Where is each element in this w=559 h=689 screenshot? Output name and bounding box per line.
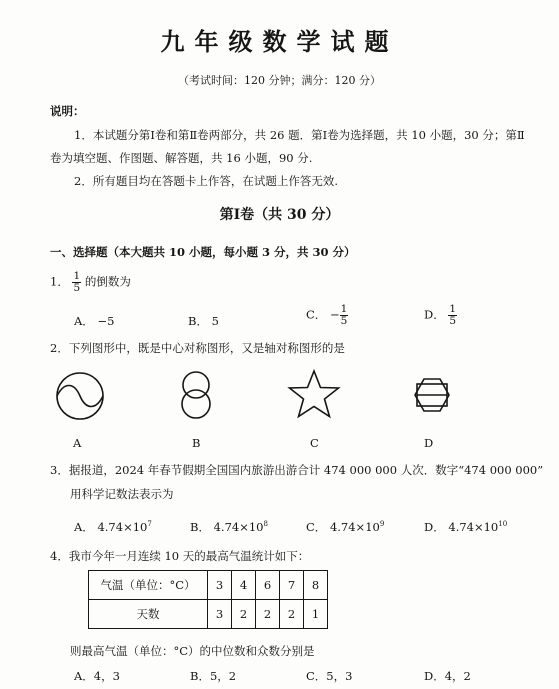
question-2-text: 2．下列图形中，既是中心对称图形，又是轴对称图形的是 (50, 341, 345, 355)
table-cell: 2 (256, 600, 280, 629)
fraction-denominator: 5 (449, 315, 457, 327)
question-1-text: 的倒数为 (84, 274, 131, 289)
figure-c-star (290, 371, 339, 417)
table-cell: 6 (256, 571, 280, 600)
q3-option-a-label: A． 4.74×10 (74, 520, 148, 534)
table-cell: 2 (280, 600, 304, 629)
question-2-figures (48, 368, 518, 428)
figure-d-overlapping-shapes (415, 379, 449, 411)
question-1-number: 1． (50, 274, 69, 289)
q3-option-c-label: C． 4.74×10 (306, 520, 380, 534)
question-3-line-1: 3．据报道，2024 年春节假期全国国内旅游出游合计 474 000 000 人次．数字“474 000 000” (50, 463, 544, 477)
q1-option-c-fraction (340, 304, 349, 327)
figure-a-circle-s-curve (57, 373, 103, 419)
fraction-denominator: 5 (340, 315, 348, 327)
q4-option-a: A．4，3 (74, 669, 120, 683)
notes-line-1a: 1．本试题分第Ⅰ卷和第Ⅱ卷两部分，共 26 题．第Ⅰ卷为选择题，共 10 小题，30 分；第Ⅱ (74, 128, 525, 142)
page-title: 九年级数学试题 (160, 27, 399, 56)
q1-option-c-label: C． (306, 307, 327, 322)
table-header-temperature: 气温（单位：°C） (89, 571, 208, 600)
q1-option-a: A． −5 (74, 314, 115, 328)
section-title: 第Ⅰ卷（共 30 分） (219, 207, 340, 223)
q1-option-b: B． 5 (188, 314, 219, 328)
q4-option-c: C．5，3 (306, 669, 353, 683)
table-header-days: 天数 (89, 600, 208, 629)
q3-option-d-label: D． 4.74×10 (424, 520, 499, 534)
table-cell: 3 (208, 571, 232, 600)
notes-heading: 说明： (50, 104, 85, 118)
q1-option-d-label: D． (424, 307, 445, 322)
table-cell: 2 (232, 600, 256, 629)
question-4-text: 4．我市今年一月连续 10 天的最高气温统计如下： (50, 549, 310, 563)
table-cell: 4 (232, 571, 256, 600)
figure-label-a: A (73, 436, 82, 450)
question-3-line-2: 用科学记数法表示为 (70, 487, 174, 501)
q1-option-c-sign: − (329, 307, 340, 322)
fraction-denominator: 5 (73, 282, 81, 294)
q3-option-c (306, 519, 384, 535)
q4-option-b: B．5，2 (190, 669, 237, 683)
fraction-numerator: 1 (73, 270, 81, 282)
q3-option-a-exponent: 7 (147, 520, 152, 529)
table-row (89, 600, 328, 629)
q3-option-b (190, 519, 268, 535)
question-1 (50, 271, 131, 294)
figure-label-d: D (424, 436, 434, 450)
notes-line-1b: 卷为填空题、作图题、解答题，共 16 小题，90 分. (50, 151, 313, 165)
figure-label-b: B (192, 436, 201, 450)
fraction-numerator: 1 (449, 303, 457, 315)
fraction-numerator: 1 (340, 303, 348, 315)
figure-label-c: C (310, 436, 319, 450)
q3-option-a (74, 519, 152, 535)
table-cell: 7 (280, 571, 304, 600)
question-4-prompt: 则最高气温（单位：°C）的中位数和众数分别是 (70, 644, 315, 658)
q3-option-b-exponent: 8 (263, 520, 268, 529)
q1-option-c (306, 304, 348, 327)
table-cell: 8 (304, 571, 328, 600)
q4-option-d: D．4，2 (424, 669, 471, 683)
question-1-fraction (72, 271, 81, 294)
temperature-table (88, 570, 328, 629)
table-cell: 3 (208, 600, 232, 629)
q1-option-d (424, 304, 457, 327)
exam-subtitle: （考试时间：120 分钟；满分：120 分） (178, 74, 381, 87)
figure-b-two-circles (182, 372, 210, 418)
table-row (89, 571, 328, 600)
table-cell: 1 (304, 600, 328, 629)
q3-option-d (424, 519, 507, 535)
q3-option-c-exponent: 9 (379, 520, 385, 529)
notes-line-2: 2．所有题目均在答题卡上作答，在试题上作答无效. (74, 174, 338, 188)
q1-option-d-fraction (448, 304, 457, 327)
part1-heading: 一、选择题（本大题共 10 小题，每小题 3 分，共 30 分） (50, 245, 356, 259)
q3-option-d-exponent: 10 (498, 520, 508, 529)
q3-option-b-label: B． 4.74×10 (190, 520, 264, 534)
